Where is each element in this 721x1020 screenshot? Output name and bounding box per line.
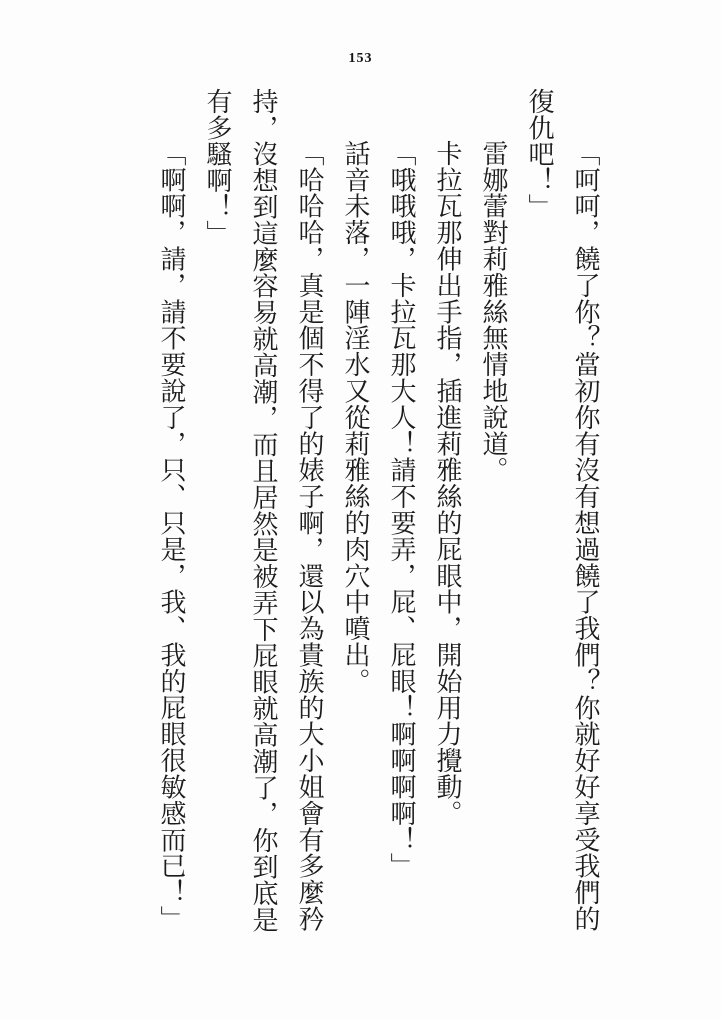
- text-column: 「呵呵，饒了你？當初你有沒有想過饒了我們？你就好好享受我們的: [571, 140, 600, 932]
- text-column: 雷娜蕾對莉雅絲無情地說道。: [479, 140, 508, 484]
- text-column: 復仇吧！」: [525, 88, 554, 220]
- text-column: 持，沒想到這麼容易就高潮，而且居然是被弄下屁眼就高潮了，你到底是: [249, 88, 278, 933]
- text-column: 有多騷啊！」: [203, 88, 232, 247]
- text-column: 「啊啊，請，請不要說了，只、只是，我、我的屁眼很敏感而已！」: [157, 140, 186, 932]
- text-column: 「哦哦哦，卡拉瓦那大人！請不要弄，屁、屁眼！啊啊啊啊！」: [387, 140, 416, 880]
- text-block: [148, 88, 608, 940]
- text-column: 話音未落，一陣淫水又從莉雅絲的肉穴中噴出。: [341, 140, 370, 695]
- text-column: 卡拉瓦那伸出手指，插進莉雅絲的屁眼中，開始用力攪動。: [433, 140, 462, 827]
- page-number: 153: [348, 51, 373, 66]
- text-column: 「哈哈哈，真是個不得了的婊子啊，還以為貴族的大小姐會有多麼矜: [295, 140, 324, 932]
